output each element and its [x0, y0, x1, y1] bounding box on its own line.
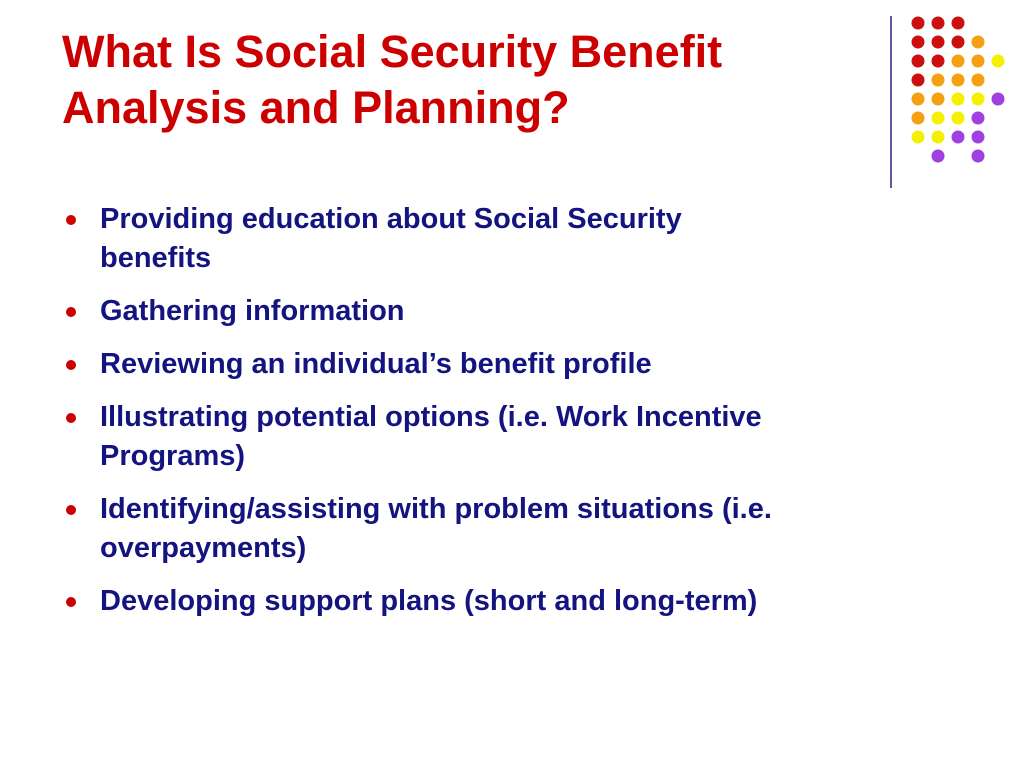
bullet-icon	[66, 597, 76, 607]
decor-dot	[952, 17, 965, 30]
bullet-text: Identifying/assisting with problem situations (i.e.	[100, 493, 772, 525]
decor-dot	[912, 17, 925, 30]
bullet-text: Illustrating potential options (i.e. Work Incentive	[100, 401, 762, 433]
bullet-item	[100, 292, 1000, 331]
decor-dot	[952, 112, 965, 125]
bullet-icon	[66, 215, 76, 225]
decor-dot	[972, 93, 985, 106]
bullet-icon	[66, 307, 76, 317]
decor-dot	[992, 55, 1005, 68]
decor-dot	[912, 55, 925, 68]
decor-dot	[912, 131, 925, 144]
bullet-icon	[66, 360, 76, 370]
decor-dot	[912, 36, 925, 49]
bullet-text: Programs)	[100, 440, 246, 472]
decor-dot	[912, 74, 925, 87]
decor-dot	[952, 36, 965, 49]
decor-dot	[952, 74, 965, 87]
bullet-text: Gathering information	[100, 295, 405, 327]
bullet-list	[100, 200, 1000, 635]
decor-dot	[932, 112, 945, 125]
decor-dot	[952, 131, 965, 144]
decor-dot	[932, 74, 945, 87]
title-line-2: Analysis and Planning?	[62, 82, 570, 133]
decor-dot	[952, 93, 965, 106]
bullet-text: Developing support plans (short and long-term)	[100, 585, 758, 617]
decor-dot	[932, 36, 945, 49]
decor-dot	[972, 55, 985, 68]
decor-dot	[932, 17, 945, 30]
decor-dot	[972, 74, 985, 87]
bullet-item	[100, 200, 1000, 278]
bullet-icon	[66, 505, 76, 515]
decor-dot	[972, 131, 985, 144]
decor-dot	[912, 93, 925, 106]
decor-dot	[932, 93, 945, 106]
bullet-text: overpayments)	[100, 532, 307, 564]
decor-dot	[952, 55, 965, 68]
decor-dot	[912, 112, 925, 125]
decor-dot	[972, 150, 985, 163]
dot-grid-icon	[0, 0, 1024, 200]
decor-dot	[932, 55, 945, 68]
bullet-text: Providing education about Social Security	[100, 203, 682, 235]
bullet-item	[100, 490, 1000, 568]
decor-dot	[992, 93, 1005, 106]
title-line-1: What Is Social Security Benefit	[62, 26, 723, 77]
decor-dot	[932, 150, 945, 163]
bullet-icon	[66, 413, 76, 423]
decor-dot	[972, 112, 985, 125]
bullet-text: benefits	[100, 242, 212, 274]
bullet-text: Reviewing an individual’s benefit profile	[100, 348, 652, 380]
decor-dot	[932, 131, 945, 144]
bullet-item	[100, 582, 1000, 621]
decor-dot	[972, 36, 985, 49]
bullet-item	[100, 398, 1000, 476]
bullet-item	[100, 345, 1000, 384]
